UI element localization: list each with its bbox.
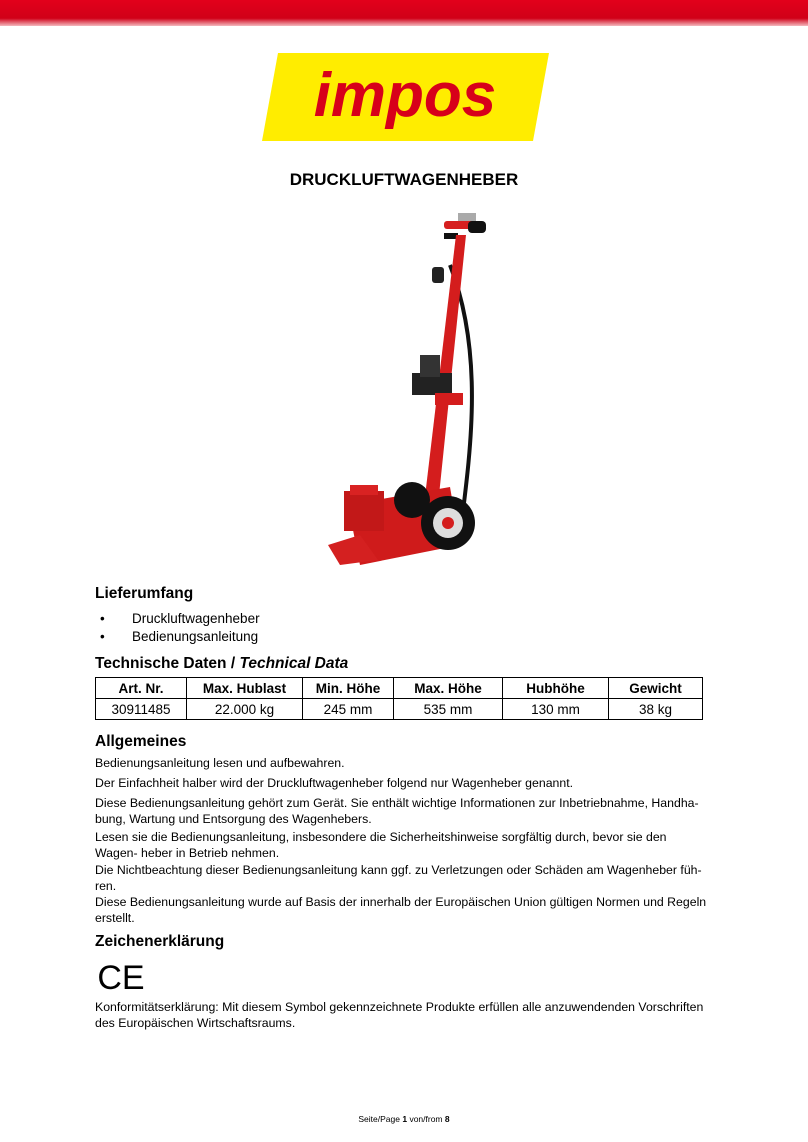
technical-heading: Technische Daten / Technical Data: [95, 655, 349, 672]
logo-text: impos: [313, 61, 497, 130]
list-item: • Bedienungsanleitung: [100, 629, 259, 644]
table-header-cell: Art. Nr.: [96, 678, 187, 699]
zeichenerklaerung-heading: Zeichenerklärung: [95, 933, 225, 950]
table-cell: 535 mm: [394, 699, 503, 720]
paragraph: Lesen sie die Bedienungsanleitung, insbesondere die Sicherheitshinweise sorgfältig durch, bevor sie den Wagen- heber in Betrieb nehmen.: [95, 830, 667, 860]
page-footer: Seite/Page 1 von/from 8: [358, 1114, 450, 1124]
air-jack-photo: [320, 205, 500, 580]
table-cell: 245 mm: [303, 699, 394, 720]
paragraph: Diese Bedienungsanleitung wurde auf Basis der innerhalb der Europäischen Union gültigen Normen und Regeln erstellt.: [95, 895, 707, 925]
table-header-cell: Hubhöhe: [503, 678, 609, 699]
table-cell: 22.000 kg: [187, 699, 303, 720]
technical-data-table: [95, 677, 703, 720]
list-item: • Druckluftwagenheber: [100, 611, 260, 626]
table-header-cell: Max. Hublast: [187, 678, 303, 699]
table-cell: 130 mm: [503, 699, 609, 720]
table-row: [96, 699, 703, 720]
paragraph: Bedienungsanleitung lesen und aufbewahren.: [95, 756, 345, 770]
table-cell: 38 kg: [609, 699, 703, 720]
ce-explanation: Konformitätserklärung: Mit diesem Symbol gekennzeichnete Produkte erfüllen alle anzuwendenden Vorschriften des Europäischen Wirtschaftsraums.: [95, 1000, 704, 1030]
table-header-row: [96, 678, 703, 699]
table-cell: 30911485: [96, 699, 187, 720]
paragraph: Der Einfachheit halber wird der Druckluftwagenheber folgend nur Wagenheber genannt.: [95, 776, 574, 790]
paragraph: Diese Bedienungsanleitung gehört zum Gerät. Sie enthält wichtige Informationen zur Inbetriebnahme, Handha- bung, Wartung und Entsorgung des Wagenhebers.: [95, 796, 699, 826]
top-color-bar: [0, 0, 808, 26]
ce-mark-icon: [97, 960, 145, 994]
lieferumfang-list: [100, 610, 260, 646]
table-header-cell: Min. Höhe: [303, 678, 394, 699]
allgemeines-heading: Allgemeines: [95, 733, 187, 750]
ce-mark-text: CE: [97, 960, 145, 994]
impos-logo: [262, 53, 549, 141]
table-header-cell: Gewicht: [609, 678, 703, 699]
document-title: DRUCKLUFTWAGENHEBER: [289, 170, 519, 189]
table-header-cell: Max. Höhe: [394, 678, 503, 699]
paragraph: Die Nichtbeachtung dieser Bedienungsanleitung kann ggf. zu Verletzungen oder Schäden am Wagenheber füh- ren.: [95, 863, 702, 893]
lieferumfang-heading: Lieferumfang: [95, 585, 194, 602]
